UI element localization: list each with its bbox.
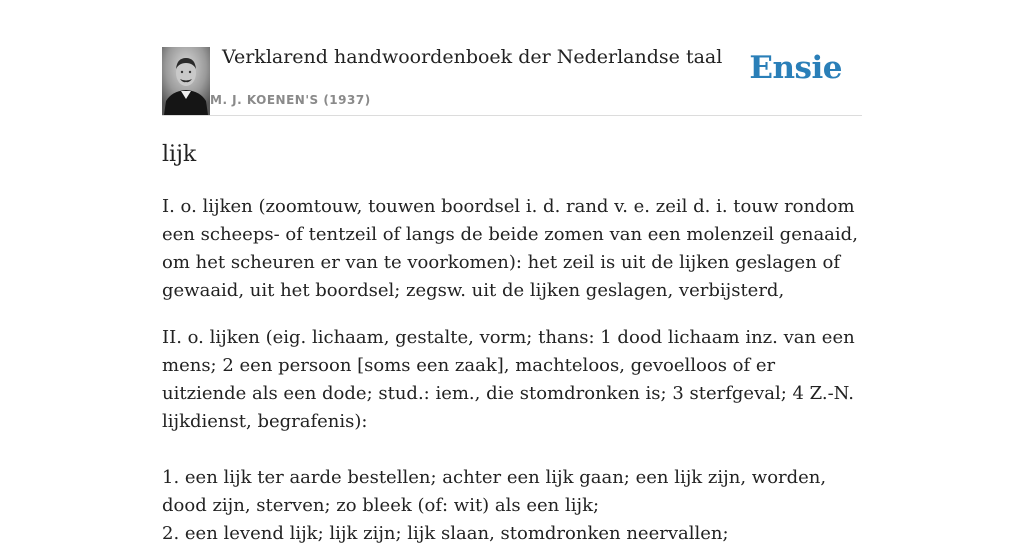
definition-2: II. o. lijken (eig. lichaam, gestalte, vorm; thans: 1 dood lichaam inz. van een mens; 2 een persoon [soms een zaak], machteloos, gevoelloos of er uitziende als een dode; stud.: iem., die stomdronken is; 3 sterfgeval; 4 Z.-N. lijkdienst, begrafenis): bbox=[162, 327, 855, 432]
definition-1: I. o. lijken (zoomtouw, touwen boordsel i. d. rand v. e. zeil d. i. touw rondom een scheeps- of tentzeil of langs de beide zomen van een molenzeil genaaid, om het scheuren er van te voorkomen): het zeil is uit de lijken geslagen of gewaaid, uit het boordsel; zegsw. uit de lijken geslagen, verbijsterd, bbox=[162, 196, 858, 301]
examples-list bbox=[162, 464, 862, 548]
content-column bbox=[162, 0, 862, 548]
header bbox=[162, 0, 862, 116]
example-item-2: 2. een levend lijk; lijk zijn; lijk slaan, stomdronken neervallen; bbox=[162, 523, 729, 544]
example-item-1: 1. een lijk ter aarde bestellen; achter een lijk gaan; een lijk zijn, worden, dood zijn, sterven; zo bleek (of: wit) als een lijk; bbox=[162, 467, 827, 516]
entry-headword: lijk bbox=[162, 142, 197, 167]
book-subtitle: M. J. KOENEN'S (1937) bbox=[210, 93, 371, 107]
book-title: Verklarend handwoordenboek der Nederlandse taal bbox=[222, 46, 723, 68]
author-portrait-icon bbox=[162, 47, 210, 115]
ensie-logo-link[interactable]: Ensie bbox=[749, 50, 842, 86]
